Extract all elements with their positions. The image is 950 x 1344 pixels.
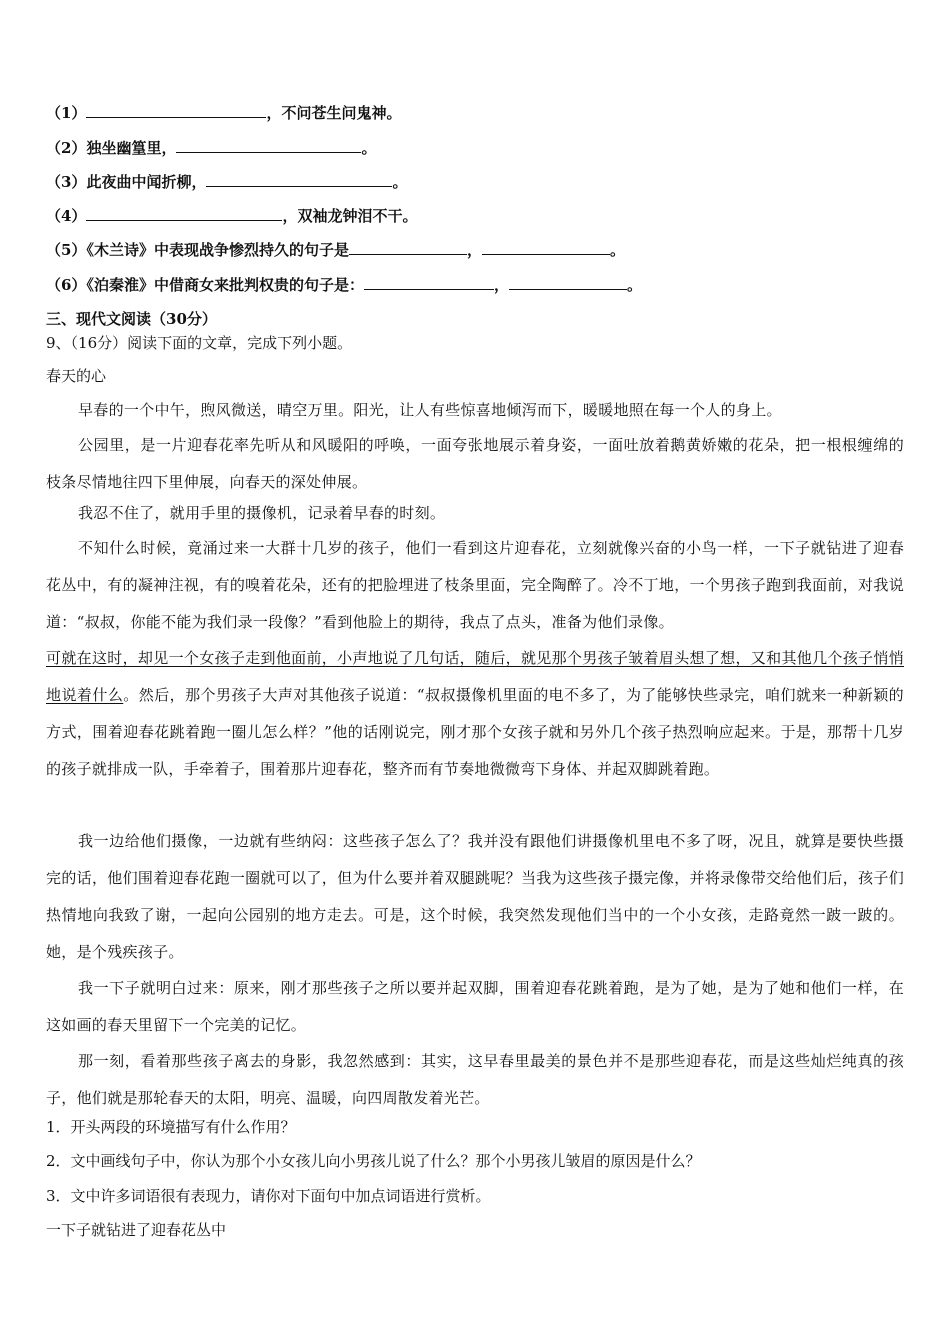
question-3: 3．文中许多词语很有表现力，请你对下面句中加点词语进行赏析。 xyxy=(46,1187,491,1205)
answer-blank[interactable] xyxy=(364,275,494,290)
article-paragraph-7: 我一下子就明白过来：原来，刚才那些孩子之所以要并起双脚，围着迎春花跳着跑，是为了她，是为了她和他们一样，在这如画的春天里留下一个完美的记忆。 xyxy=(46,979,904,1034)
item-text: 《泊秦淮》中借商女来批判权贵的句子是： xyxy=(86,276,364,294)
article-paragraph-3: 我忍不住了，就用手里的摄像机，记录着早春的时刻。 xyxy=(78,504,446,522)
fill-in-item-6 xyxy=(46,275,642,295)
article-paragraph-2: 公园里，是一片迎春花率先听从和风暖阳的呼唤，一面夸张地展示着身姿，一面吐放着鹅黄娇嫩的花朵，把一根根缠绵的枝条尽情地往四下里伸展，向春天的深处伸展。 xyxy=(46,436,904,491)
article-paragraph-5 xyxy=(46,640,904,788)
item-text: 。 xyxy=(392,173,408,191)
underlined-sentence: 可就在这时，却见一个女孩子走到他面前，小声地说了几句话，随后，就见那个男孩子皱着眉头想了想，又和其他几个孩子悄悄地说着什么 xyxy=(46,649,904,704)
answer-blank[interactable] xyxy=(86,103,266,118)
item-text: ，双袖龙钟泪不干。 xyxy=(282,207,418,225)
item-number: （3） xyxy=(46,173,87,191)
item-text: ，不问苍生问鬼神。 xyxy=(266,104,402,122)
item-text: 此夜曲中闻折柳， xyxy=(86,173,207,191)
question-3-sentence: 一下子就钻进了迎春花丛中 xyxy=(46,1221,227,1239)
question-intro: 9、（16分）阅读下面的文章，完成下列小题。 xyxy=(46,334,353,352)
paragraph-text: 。然后，那个男孩子大声对其他孩子说道：“叔叔摄像机里面的电不多了，为了能够快些录完，咱们就来一种新颖的方式，围着迎春花跳着跑一圈儿怎么样？”他的话刚说完，刚才那个女孩子就和另外几个孩子热烈响应起来。于是，那帮十几岁的孩子就排成一队，手牵着子，围着那片迎春花，整齐而有节奏地微微弯下身体、并起双脚跳着跑。 xyxy=(46,686,904,778)
answer-blank[interactable] xyxy=(509,275,627,290)
fill-in-item-3 xyxy=(46,172,407,192)
section-heading: 三、现代文阅读（30分） xyxy=(46,310,217,328)
answer-blank[interactable] xyxy=(86,206,282,221)
answer-blank[interactable] xyxy=(176,138,361,153)
question-1: 1．开头两段的环境描写有什么作用？ xyxy=(46,1118,296,1136)
fill-in-item-5 xyxy=(46,240,625,260)
item-number: （1） xyxy=(46,104,87,122)
item-text: 《木兰诗》中表现战争惨烈持久的句子是 xyxy=(86,241,349,259)
item-number: （5） xyxy=(46,241,87,259)
answer-blank[interactable] xyxy=(482,240,610,255)
fill-in-item-2 xyxy=(46,138,376,158)
item-text: 。 xyxy=(626,276,642,294)
item-text: 。 xyxy=(609,241,625,259)
item-text: ， xyxy=(493,276,509,294)
item-number: （6） xyxy=(46,276,87,294)
article-title: 春天的心 xyxy=(46,367,107,385)
item-number: （4） xyxy=(46,207,87,225)
article-paragraph-8: 那一刻，看着那些孩子离去的身影，我忽然感到：其实，这早春里最美的景色并不是那些迎春花，而是这些灿烂纯真的孩子，他们就是那轮春天的太阳，明亮、温暖，向四周散发着光芒。 xyxy=(46,1052,904,1107)
item-number: （2） xyxy=(46,139,87,157)
article-paragraph-4: 不知什么时候，竟涌过来一大群十几岁的孩子，他们一看到这片迎春花，立刻就像兴奋的小鸟一样，一下子就钻进了迎春花丛中，有的凝神注视，有的嗅着花朵，还有的把脸埋进了枝条里面，完全陶醉了。冷不丁地，一个男孩子跑到我面前，对我说道：“叔叔，你能不能为我们录一段像？”看到他脸上的期待，我点了点头，准备为他们录像。 xyxy=(46,539,904,631)
question-2: 2．文中画线句子中，你认为那个小女孩儿向小男孩儿说了什么？那个小男孩儿皱眉的原因是什么？ xyxy=(46,1152,701,1170)
fill-in-item-4 xyxy=(46,206,417,226)
item-text: ， xyxy=(466,241,482,259)
article-paragraph-6: 我一边给他们摄像，一边就有些纳闷：这些孩子怎么了？我并没有跟他们讲摄像机里电不多了呀，况且，就算是要快些摄完的话，他们围着迎春花跑一圈就可以了，但为什么要并着双腿跳呢？当我为这些孩子摄完像，并将录像带交给他们后，孩子们热情地向我致了谢，一起向公园别的地方走去。可是，这个时候，我突然发现他们当中的一个小女孩，走路竟然一跛一跛的。她，是个残疾孩子。 xyxy=(46,832,904,961)
item-text: 。 xyxy=(361,139,377,157)
article-paragraph-1: 早春的一个中午，煦风微送，晴空万里。阳光，让人有些惊喜地倾泻而下，暖暖地照在每一个人的身上。 xyxy=(78,401,782,419)
answer-blank[interactable] xyxy=(206,172,392,187)
fill-in-item-1 xyxy=(46,103,401,123)
item-text: 独坐幽篁里， xyxy=(86,139,177,157)
answer-blank[interactable] xyxy=(349,240,467,255)
